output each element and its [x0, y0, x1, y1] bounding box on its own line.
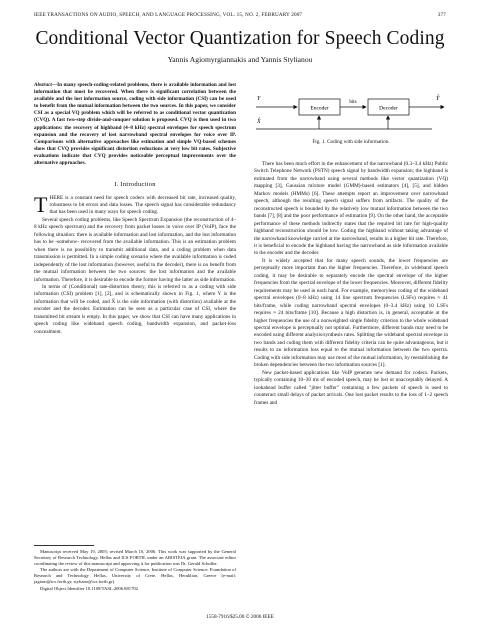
footnote-authors: The authors are with the Department of Computer Science, Institute of Computer Science, Foundation of Research and Technology Hellas, University of Crete, Hellas, Heraklion, Greece (e-mail: jagiom@ics.forth.gr; styliano@ics.forth.gr).	[34, 567, 236, 585]
abstract-label: Abstract	[34, 82, 52, 88]
right-paragraph-1: There has been much effort in the enhancement of the narrowband (0.3–3.4 kHz) Public Switch Telephone Network (PSTN) speech signal by bandwidth expansion; the highband is estimated from the narrowband using several methods like vector quantization (VQ) mapping [3], Gaussian mixture model (GMM)-based estimators [4], [5], and hidden Markov models (HMMs) [6]. These attempts report an improvement over narrowband speech, although the resulting speech signal suffers from artifacts. The quality of the reconstructed speech is bounded by the relatively low mutual information between the two bands [7], [8] and the poor performance of estimation [9]. On the other hand, the acceptable performance of these methods indirectly states that the required bit rate for high-quality highband reconstruction should be low. Coding the highband without taking advantage of the narrowband knowledge carried at the narrowband, results in a higher bit rate. Therefore, it is beneficial to encode the highband having the narrowband as side information available to the encoder and the decoder.	[254, 161, 448, 257]
left-column	[34, 82, 236, 336]
right-paragraph-2: It is widely accepted that for many speech sounds, the lower frequencies are perceptually more important than the higher frequencies. Therefore, in wideband speech coding, it may be desirable to separately encode the spectral envelope of the higher frequencies from the spectral envelope of the lower frequencies. Moreover, different fidelity requirements may be used in each band. For example, memoryless coding of the wideband spectral envelopes (0–8 kHz) using 14 line spectrum frequencies (LSFs) requires ≈ 41 bits/frame, while coding narrowband spectral envelopes (0–3.4 kHz) using 10 LSFs requires ≈ 24 bits/frame [10]. Because a high distortion is, in general, acceptable at the higher frequencies the use of a nonweighted single fidelity criterion to the whole wideband spectral envelope is perceptually not optimal. Furthermore, different bands may need to be encoded using different analysis/synthesis rates. Splitting the wideband spectral envelope in two bands and coding them with different fidelity criteria can be quite advantageous, but it results to an information loss equal to the mutual information between the two spectra. Coding with side information may use most of the mutual information, by reestablishing the broken dependencies between the two information sources [1].	[254, 257, 448, 369]
abstract	[34, 82, 236, 167]
side-info-label: X̂	[257, 119, 261, 125]
bits-label: bits	[349, 100, 357, 105]
right-paragraph-3: New packet-based applications like VoIP generate new demand for codecs. Packets, typically containing 10–30 ms of encoded speech, may be lost or unacceptably delayed. A lookahead buffer called "jitter buffer" containing a few packets of speech is used to counteract small delays of packet arrivals. One lost packet results to the loss of 1–2 speech frames and	[254, 369, 448, 406]
copyright-line: 1558-7916/$25.00 © 2006 IEEE	[206, 614, 274, 620]
journal-header: IEEE TRANSACTIONS ON AUDIO, SPEECH, AND LANGUAGE PROCESSING, VOL. 15, NO. 2, FEBRUARY 2007	[34, 12, 303, 18]
drop-cap: T	[34, 191, 48, 217]
running-header	[34, 12, 446, 18]
right-column	[254, 161, 448, 407]
footnote-doi: Digital Object Identifier 10.1109/TASL.2006.881702	[40, 585, 138, 591]
intro-text-1: HERE is a constant need for speech codecs with decreased bit rate, increased quality, robustness to bit errors and data losses. The speech signal has considerable redundancy that has been used in many ways for speech coding.	[49, 194, 236, 216]
intro-paragraph-1	[34, 191, 236, 217]
intro-paragraph-3: In terms of (Conditional) rate-distortion theory, this is referred to as a coding with side information (CSI) problem [1], [2], and is schematically shown in Fig. 1, where Y is the information that will be coded, and X̂ is the side information (with distortion) available at the encoder and the decoder. Estimation can be seen as a particular case of CSI, where the transmitted bit stream is empty. In this paper, we show that CSI can have many applications in speech coding like wideband speech coding, bandwidth expansion, and packet-loss concealment.	[34, 284, 236, 335]
decoder-label: Decoder	[379, 105, 398, 112]
figure-caption: Fig. 1. Coding with side information.	[312, 139, 390, 145]
paper-title: Conditional Vector Quantization for Speech Coding	[35, 28, 445, 49]
authors: Yannis Agiomyrgiannakis and Yannis Stylianou	[167, 55, 313, 64]
footnote-manuscript: Manuscript received May 19, 2005; revised March 10, 2006. This work was supported by the General Secretary of Research Technology, Hellas and ICS FORTH, under an ARISTEIA grant. The associate editor coordinating the review of this manuscript and approving it for publication was Dr. Gerald Schuller.	[34, 549, 236, 567]
footnote-rule	[34, 545, 94, 546]
output-label: Ŷ	[436, 96, 440, 102]
section-heading: I. Introduction	[114, 181, 156, 189]
input-y-label: Y	[257, 96, 261, 102]
abstract-text: —In many speech-coding-related problems, there is available information and lost information that must be recovered. When there is significant correlation between the available and the lost information source, coding with side information (CSI) can be used to benefit from the mutual information between the two sources. In this paper, we consider CSI as a special VQ problem which will be referred to as conditional vector quantization (CVQ). A fast two-step divide-and-conquer solution is proposed. CVQ is then used in two applications: the recovery of highband (4–8 kHz) spectral envelopes for speech spectrum expansion and the recovery of lost narrowband spectral envelopes for voice over IP. Comparisons with alternative approaches like estimation and simple VQ-based schemes show that CVQ provides significant distortion reductions at very low bit rates. Subjective evaluations indicate that CVQ provides noticeable perceptual improvements over the alternative approaches.	[34, 82, 236, 167]
footnote	[34, 545, 236, 592]
intro-paragraph-2: Several speech coding problems, like Speech Spectrum Expansion (the reconstruction of 4–8 kHz speech spectrum) and the recovery from packet losses in voice over IP (VoIP), face the following situation: there is available information and lost information, and the lost information has to be -somehow- recovered from the available information. This is an estimation problem when there is no possibility to transmit additional data, and a coding problem when data transmission is permitted. In a simple coding scenario where the available information is coded independently of the lost information (however, useful to the decoder), there is no benefit from the mutual information between the two sources: the lost information and the available information. Therefore, it is desirable to encode the former having the latter as side information.	[34, 216, 236, 283]
encoder-label: Encoder	[310, 105, 329, 112]
page-number: 377	[437, 12, 446, 18]
